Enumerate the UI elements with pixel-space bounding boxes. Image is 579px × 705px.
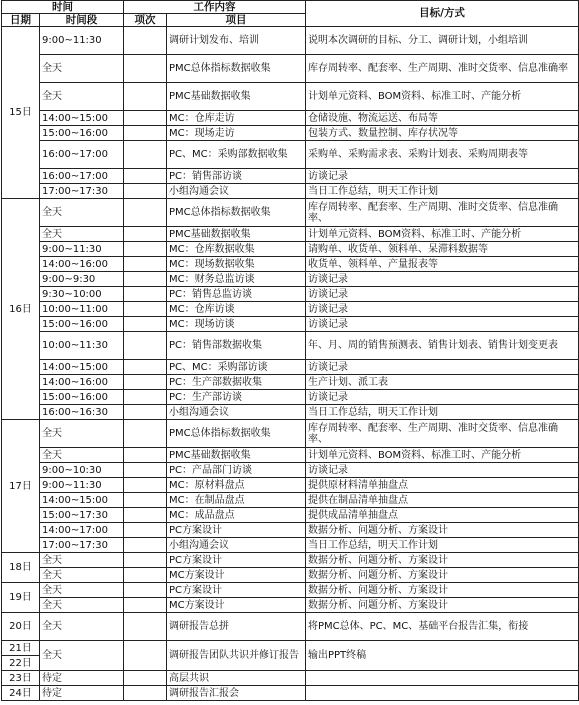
period-cell: 全天 xyxy=(40,420,124,448)
day-cell: 15日 xyxy=(2,27,40,199)
item-cell: MC：现场数据收集 xyxy=(167,257,306,272)
period-cell: 全天 xyxy=(40,598,124,613)
schedule-row xyxy=(2,317,579,332)
goal-cell: 仓储设施、物流运送、布局等 xyxy=(306,111,579,126)
item-cell: PMC基础数据收集 xyxy=(167,83,306,111)
period-cell: 全天 xyxy=(40,83,124,111)
goal-cell: 库存周转率、配套率、生产周期、准时交货率、信息准确率、 xyxy=(306,199,579,227)
item-cell: PMC基础数据收集 xyxy=(167,227,306,242)
period-cell: 9:00~11:30 xyxy=(40,242,124,257)
seq-cell xyxy=(124,405,167,420)
seq-cell xyxy=(124,686,167,701)
seq-cell xyxy=(124,671,167,686)
period-cell: 14:00~15:00 xyxy=(40,360,124,375)
goal-cell: 访谈记录 xyxy=(306,390,579,405)
schedule-row xyxy=(2,420,579,448)
goal-cell: 当日工作总结，明天工作计划 xyxy=(306,184,579,199)
goal-cell: 计划单元资料、BOM资料、标准工时、产能分析 xyxy=(306,448,579,463)
period-cell: 全天 xyxy=(40,613,124,641)
period-cell: 全天 xyxy=(40,641,124,671)
schedule-row xyxy=(2,553,579,568)
schedule-row xyxy=(2,686,579,701)
schedule-row xyxy=(2,671,579,686)
seq-cell xyxy=(124,390,167,405)
period-cell: 10:00~11:00 xyxy=(40,302,124,317)
goal-cell: 数据分析、问题分析、方案设计 xyxy=(306,598,579,613)
period-cell: 9:00~10:30 xyxy=(40,463,124,478)
period-cell: 待定 xyxy=(40,686,124,701)
schedule-row xyxy=(2,598,579,613)
schedule-row xyxy=(2,169,579,184)
schedule-row xyxy=(2,508,579,523)
item-cell: PC：产品部门访谈 xyxy=(167,463,306,478)
item-cell: 小组沟通会议 xyxy=(167,538,306,553)
goal-cell xyxy=(306,686,579,701)
item-cell: MC：仓库访谈 xyxy=(167,302,306,317)
period-cell: 9:00~11:30 xyxy=(40,478,124,493)
item-cell: PMC总体指标数据收集 xyxy=(167,55,306,83)
date-header: 日期 xyxy=(2,14,40,27)
period-cell: 17:00~17:30 xyxy=(40,184,124,199)
goal-cell: 计划单元资料、BOM资料、标准工时、产能分析 xyxy=(306,227,579,242)
period-cell: 17:00~17:30 xyxy=(40,538,124,553)
schedule-row xyxy=(2,332,579,360)
item-cell: 调研报告汇报会 xyxy=(167,686,306,701)
schedule-row xyxy=(2,613,579,641)
goal-cell: 提供在制品清单抽盘点 xyxy=(306,493,579,508)
period-cell: 14:00~16:00 xyxy=(40,375,124,390)
period-cell: 全天 xyxy=(40,553,124,568)
seq-cell xyxy=(124,420,167,448)
item-cell: MC方案设计 xyxy=(167,568,306,583)
header-row-1 xyxy=(2,1,579,14)
schedule-row xyxy=(2,227,579,242)
goal-cell: 说明本次调研的目标、分工、调研计划，小组培训 xyxy=(306,27,579,55)
goal-cell: 提供成品清单抽盘点 xyxy=(306,508,579,523)
item-cell: 小组沟通会议 xyxy=(167,405,306,420)
period-cell: 全天 xyxy=(40,583,124,598)
schedule-body xyxy=(2,27,579,701)
schedule-row xyxy=(2,583,579,598)
item-cell: PC：生产部数据收集 xyxy=(167,375,306,390)
schedule-row xyxy=(2,641,579,656)
goal-cell xyxy=(306,671,579,686)
schedule-row xyxy=(2,302,579,317)
seq-cell xyxy=(124,493,167,508)
goal-cell: 访谈记录 xyxy=(306,360,579,375)
item-cell: PC：销售部访谈 xyxy=(167,169,306,184)
day-cell: 18日 xyxy=(2,553,40,583)
period-cell: 15:00~16:00 xyxy=(40,317,124,332)
goal-cell: 当日工作总结，明天工作计划 xyxy=(306,405,579,420)
schedule-row xyxy=(2,360,579,375)
goal-cell: 数据分析、问题分析、方案设计 xyxy=(306,523,579,538)
seq-cell xyxy=(124,141,167,169)
item-cell: PC方案设计 xyxy=(167,523,306,538)
item-cell: PC：生产部访谈 xyxy=(167,390,306,405)
goal-cell: 将PMC总体、PC、MC、基础平台报告汇集，衔接 xyxy=(306,613,579,641)
seq-cell xyxy=(124,598,167,613)
schedule-row xyxy=(2,493,579,508)
item-cell: 调研报告团队共识并修订报告 xyxy=(167,641,306,671)
schedule-row xyxy=(2,478,579,493)
seq-cell xyxy=(124,227,167,242)
schedule-row xyxy=(2,55,579,83)
item-cell: PC：销售部数据收集 xyxy=(167,332,306,360)
schedule-row xyxy=(2,272,579,287)
goal-cell: 年、月、周的销售预测表、销售计划表、销售计划变更表 xyxy=(306,332,579,360)
goal-cell: 访谈记录 xyxy=(306,169,579,184)
item-cell: PC：销售总监访谈 xyxy=(167,287,306,302)
item-cell: MC：成品盘点 xyxy=(167,508,306,523)
schedule-row xyxy=(2,405,579,420)
item-cell: PC、MC：采购部访谈 xyxy=(167,360,306,375)
period-cell: 全天 xyxy=(40,227,124,242)
period-cell: 全天 xyxy=(40,568,124,583)
item-cell: MC：仓库走访 xyxy=(167,111,306,126)
goal-cell: 采购单、采购需求表、采购计划表、采购周期表等 xyxy=(306,141,579,169)
seq-cell xyxy=(124,169,167,184)
schedule-row xyxy=(2,538,579,553)
item-cell: MC：财务总监访谈 xyxy=(167,272,306,287)
period-cell: 全天 xyxy=(40,199,124,227)
seq-cell xyxy=(124,568,167,583)
goal-cell: 库存周转率、配套率、生产周期、准时交货率、信息准确率 xyxy=(306,55,579,83)
goal-cell: 提供原材料清单抽盘点 xyxy=(306,478,579,493)
schedule-row xyxy=(2,126,579,141)
period-cell: 9:30~10:00 xyxy=(40,287,124,302)
item-cell: PC方案设计 xyxy=(167,553,306,568)
day-cell: 20日 xyxy=(2,613,40,641)
goal-cell: 访谈记录 xyxy=(306,302,579,317)
period-header: 时间段 xyxy=(40,14,124,27)
seq-cell xyxy=(124,257,167,272)
schedule-row xyxy=(2,448,579,463)
seq-cell xyxy=(124,508,167,523)
day-cell: 23日 xyxy=(2,671,40,686)
goal-cell: 库存周转率、配套率、生产周期、准时交货率、信息准确率、 xyxy=(306,420,579,448)
goal-cell: 数据分析、问题分析、方案设计 xyxy=(306,583,579,598)
period-cell: 14:00~15:00 xyxy=(40,493,124,508)
seq-cell xyxy=(124,317,167,332)
period-cell: 全天 xyxy=(40,448,124,463)
seq-cell xyxy=(124,332,167,360)
item-cell: PC、MC：采购部数据收集 xyxy=(167,141,306,169)
seq-cell xyxy=(124,27,167,55)
item-cell: PMC总体指标数据收集 xyxy=(167,199,306,227)
schedule-row xyxy=(2,27,579,55)
day-cell: 24日 xyxy=(2,686,40,701)
seq-cell xyxy=(124,583,167,598)
schedule-row xyxy=(2,568,579,583)
goal-cell: 访谈记录 xyxy=(306,287,579,302)
seq-cell xyxy=(124,360,167,375)
schedule-row xyxy=(2,111,579,126)
schedule-row xyxy=(2,463,579,478)
day-cell: 19日 xyxy=(2,583,40,613)
day-cell: 17日 xyxy=(2,420,40,553)
period-cell: 15:00~16:00 xyxy=(40,126,124,141)
seq-header: 项次 xyxy=(124,14,167,27)
period-cell: 16:00~17:00 xyxy=(40,141,124,169)
goal-cell: 收货单、领料单、产量报表等 xyxy=(306,257,579,272)
seq-cell xyxy=(124,302,167,317)
item-cell: MC：原材料盘点 xyxy=(167,478,306,493)
seq-cell xyxy=(124,126,167,141)
seq-cell xyxy=(124,199,167,227)
schedule-row xyxy=(2,184,579,199)
goal-cell: 访谈记录 xyxy=(306,463,579,478)
seq-cell xyxy=(124,184,167,199)
seq-cell xyxy=(124,448,167,463)
seq-cell xyxy=(124,83,167,111)
schedule-row xyxy=(2,199,579,227)
day-cell: 21日 xyxy=(2,641,40,656)
seq-cell xyxy=(124,641,167,671)
goal-cell: 数据分析、问题分析、方案设计 xyxy=(306,553,579,568)
goal-cell: 访谈记录 xyxy=(306,272,579,287)
period-cell: 16:00~16:30 xyxy=(40,405,124,420)
period-cell: 14:00~16:00 xyxy=(40,257,124,272)
item-cell: PMC总体指标数据收集 xyxy=(167,420,306,448)
period-cell: 10:00~11:30 xyxy=(40,332,124,360)
work-group-header: 工作内容 xyxy=(124,1,306,14)
period-cell: 全天 xyxy=(40,55,124,83)
goal-cell: 访谈记录 xyxy=(306,317,579,332)
schedule-row xyxy=(2,141,579,169)
period-cell: 15:00~17:30 xyxy=(40,508,124,523)
seq-cell xyxy=(124,523,167,538)
seq-cell xyxy=(124,613,167,641)
goal-cell: 输出PPT终稿 xyxy=(306,641,579,671)
period-cell: 待定 xyxy=(40,671,124,686)
item-header: 项目 xyxy=(167,14,306,27)
item-cell: 小组沟通会议 xyxy=(167,184,306,199)
seq-cell xyxy=(124,111,167,126)
item-cell: MC：现场走访 xyxy=(167,126,306,141)
seq-cell xyxy=(124,375,167,390)
goal-cell: 生产计划、派工表 xyxy=(306,375,579,390)
day-cell: 22日 xyxy=(2,656,40,671)
seq-cell xyxy=(124,553,167,568)
seq-cell xyxy=(124,478,167,493)
seq-cell xyxy=(124,287,167,302)
period-cell: 14:00~15:00 xyxy=(40,111,124,126)
item-cell: MC：在制品盘点 xyxy=(167,493,306,508)
item-cell: MC：仓库数据收集 xyxy=(167,242,306,257)
schedule-row xyxy=(2,390,579,405)
item-cell: MC：现场访谈 xyxy=(167,317,306,332)
period-cell: 9:00~11:30 xyxy=(40,27,124,55)
schedule-row xyxy=(2,83,579,111)
goal-cell: 包装方式、数量控制、库存状况等 xyxy=(306,126,579,141)
item-cell: PMC基础数据收集 xyxy=(167,448,306,463)
schedule-row xyxy=(2,375,579,390)
seq-cell xyxy=(124,463,167,478)
goal-cell: 计划单元资料、BOM资料、标准工时、产能分析 xyxy=(306,83,579,111)
schedule-row xyxy=(2,523,579,538)
item-cell: 高层共识 xyxy=(167,671,306,686)
seq-cell xyxy=(124,55,167,83)
period-cell: 9:00~9:30 xyxy=(40,272,124,287)
period-cell: 14:00~17:00 xyxy=(40,523,124,538)
goal-cell: 数据分析、问题分析、方案设计 xyxy=(306,568,579,583)
item-cell: MC方案设计 xyxy=(167,598,306,613)
period-cell: 16:00~17:00 xyxy=(40,169,124,184)
schedule-row xyxy=(2,257,579,272)
goal-cell: 当日工作总结，明天工作计划 xyxy=(306,538,579,553)
seq-cell xyxy=(124,242,167,257)
schedule-row xyxy=(2,242,579,257)
goal-cell: 请购单、收货单、领料单、呆滞料数据等 xyxy=(306,242,579,257)
schedule-row xyxy=(2,287,579,302)
schedule-table xyxy=(1,0,579,701)
period-cell: 15:00~16:00 xyxy=(40,390,124,405)
seq-cell xyxy=(124,538,167,553)
day-cell: 16日 xyxy=(2,199,40,420)
seq-cell xyxy=(124,272,167,287)
item-cell: 调研报告总拼 xyxy=(167,613,306,641)
time-group-header: 时间 xyxy=(2,1,124,14)
goal-header: 目标/方式 xyxy=(306,1,579,27)
item-cell: PC方案设计 xyxy=(167,583,306,598)
item-cell: 调研计划发布、培训 xyxy=(167,27,306,55)
